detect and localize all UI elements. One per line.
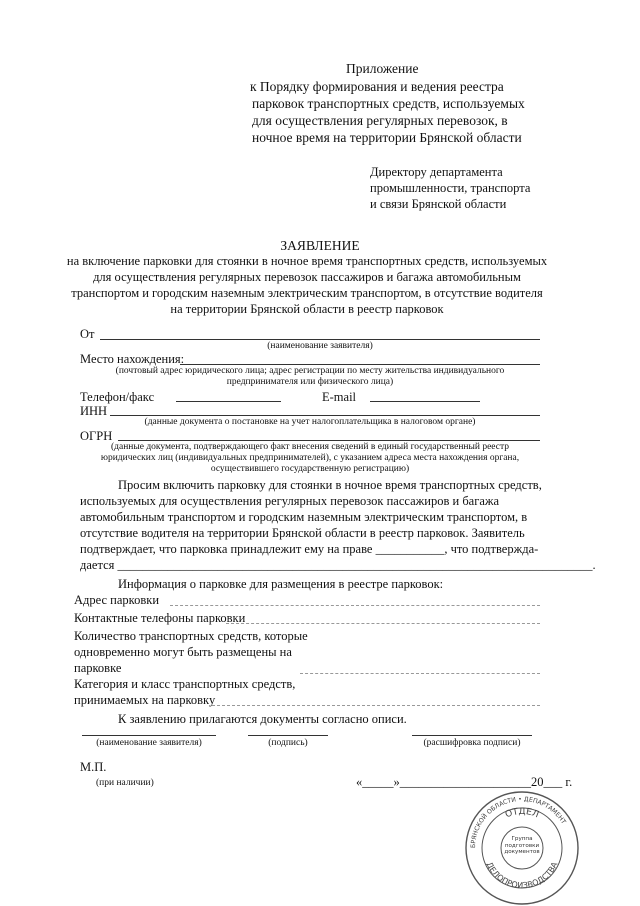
decoding-line[interactable] [412, 735, 532, 736]
ogrn-caption: юридических лиц (индивидуальных предпринимателей), с указанием адреса места нахождения органа, [100, 453, 520, 463]
from-label: От [80, 327, 95, 341]
ogrn-field-line[interactable] [118, 440, 540, 441]
date-field[interactable]: «_____»_____________________20___ г. [356, 775, 573, 789]
vehicle-category-label: Категория и класс транспортных средств, [74, 677, 296, 691]
attachments-text: К заявлению прилагаются документы согласно описи. [118, 712, 407, 726]
appendix-line: к Порядку формирования и ведения реестра [250, 79, 504, 94]
inn-label: ИНН [80, 404, 108, 418]
addressee-line: и связи Брянской области [370, 197, 507, 211]
parking-phones-label: Контактные телефоны парковки [74, 611, 246, 625]
parking-address-label: Адрес парковки [74, 593, 160, 607]
vehicle-category-field[interactable] [212, 705, 540, 706]
parking-address-field[interactable] [170, 605, 540, 606]
addressee-line: Директору департамента [370, 165, 503, 179]
signature-caption: (подпись) [268, 738, 308, 748]
vehicle-category-label: принимаемых на парковку [74, 693, 216, 707]
phone-field-line[interactable] [176, 401, 281, 402]
stamp-ring-text: БРЯНСКОЙ ОБЛАСТИ • ДЕПАРТАМЕНТ [469, 795, 567, 849]
stamp-inner-top: ОТДЕЛ [503, 806, 541, 821]
from-caption: (наименование заявителя) [267, 341, 373, 351]
request-line: отсутствие водителя на территории Брянской области в реестр парковок. Заявитель [80, 526, 525, 540]
request-line: дается ____________________________________________________________________________. [80, 558, 596, 572]
inn-caption: (данные документа о постановке на учет налогоплательщика в налоговом органе) [144, 417, 476, 427]
ogrn-caption: осуществившего государственную регистрацию) [210, 464, 410, 474]
seal-caption: (при наличии) [96, 778, 154, 788]
applicant-signature-line[interactable] [82, 735, 216, 736]
subtitle-line: для осуществления регулярных перевозок пассажиров и багажа автомобильным [93, 270, 521, 284]
vehicle-count-label: одновременно могут быть размещены на [74, 645, 292, 659]
vehicle-count-label: парковке [74, 661, 122, 675]
ogrn-label: ОГРН [80, 429, 113, 443]
stamp-center-text: Группа подготовки документов [504, 836, 540, 856]
parking-phones-field[interactable] [226, 623, 540, 624]
location-label: Место нахождения: [80, 352, 185, 366]
document-heading: ЗАЯВЛЕНИЕ [280, 238, 360, 253]
location-field-line[interactable] [180, 364, 540, 365]
appendix-line: ночное время на территории Брянской области [252, 130, 522, 145]
applicant-caption: (наименование заявителя) [96, 738, 202, 748]
email-label: E-mail [322, 390, 357, 404]
addressee-line: промышленности, транспорта [370, 181, 531, 195]
request-line: автомобильным транспортом и городским наземным электрическим транспортом, в [80, 510, 528, 524]
from-field-line[interactable] [100, 339, 540, 340]
vehicle-count-field[interactable] [300, 673, 540, 674]
location-caption: (почтовый адрес юридического лица; адрес регистрации по месту жительства индивидуального [115, 366, 505, 376]
subtitle-line: на включение парковки для стоянки в ночное время транспортных средств, используемых [66, 254, 548, 268]
svg-text:ДЕЛОПРОИЗВОДСТВА [485, 860, 560, 890]
request-line: используемых для осуществления регулярных перевозок пассажиров и багажа [80, 494, 500, 508]
appendix-line: для осуществления регулярных перевозок, в [252, 113, 508, 128]
signature-line[interactable] [248, 735, 328, 736]
decoding-caption: (расшифровка подписи) [423, 738, 521, 748]
subtitle-line: транспортом и городским наземным электрическим транспортом, в отсутствие водителя [71, 286, 543, 300]
phone-label: Телефон/факс [80, 390, 155, 404]
appendix-line: парковок транспортных средств, используемых [252, 96, 525, 111]
location-caption: предпринимателя или физического лица) [226, 377, 394, 387]
ogrn-caption: (данные документа, подтверждающего факт внесения сведений в единый государственный реестр [110, 442, 509, 452]
inn-field-line[interactable] [110, 415, 540, 416]
request-line: подтверждает, что парковка принадлежит ему на праве ___________, что подтвержда- [80, 542, 539, 556]
email-field-line[interactable] [370, 401, 480, 402]
vehicle-count-label: Количество транспортных средств, которые [74, 629, 308, 643]
request-line: Просим включить парковку для стоянки в ночное время транспортных средств, [118, 478, 542, 492]
appendix-title: Приложение [346, 61, 419, 76]
subtitle-line: на территории Брянской области в реестр парковок [170, 302, 444, 316]
seal-label: М.П. [80, 760, 107, 774]
svg-text:ОТДЕЛ [504, 807, 540, 820]
parking-info-heading: Информация о парковке для размещения в реестре парковок: [118, 577, 444, 591]
office-stamp [464, 790, 580, 906]
stamp-inner-bottom: ДЕЛОПРОИЗВОДСТВА [484, 860, 560, 891]
